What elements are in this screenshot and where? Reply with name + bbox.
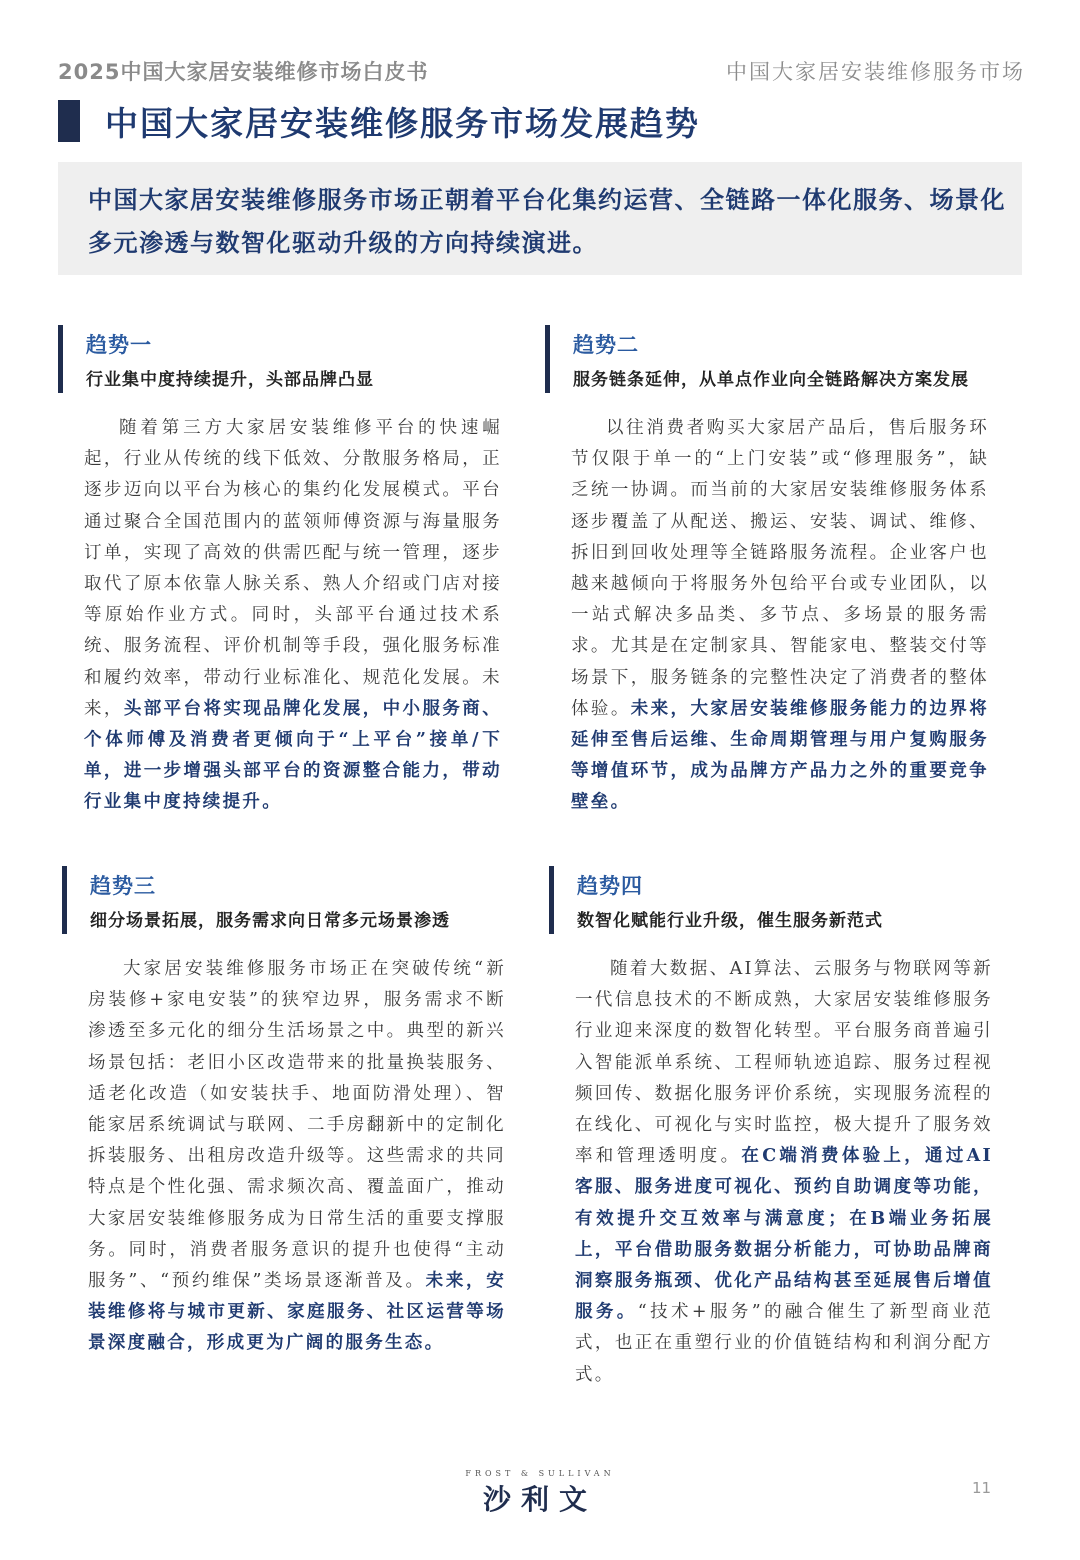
trend-body	[575, 954, 993, 1391]
trend-label: 趋势四	[577, 873, 643, 898]
trend-accent-bar	[549, 866, 554, 934]
trend-subtitle: 数智化赋能行业升级，催生服务新范式	[577, 911, 883, 931]
trend-label: 趋势三	[90, 873, 156, 898]
brand-logo-en: FROST & SULLIVAN	[465, 1469, 615, 1478]
trend-body-text: 以往消费者购买大家居产品后，售后服务环节仅限于单一的“上门安装”或“修理服务”，缺乏统一协调。而当前的大家居安装维修服务体系逐步覆盖了从配送、搬运、安装、调试、维修、拆旧到回收处理等全链路服务流程。企业客户也越来越倾向于将服务外包给平台或专业团队，以一站式解决多品类、多节点、多场景的服务需求。尤其是在定制家具、智能家电、整装交付等场景下，服务链条的完整性决定了消费者的整体体验。	[571, 418, 989, 719]
trend-accent-bar	[62, 866, 67, 934]
page-number: 11	[972, 1479, 992, 1497]
trend-accent-bar	[58, 325, 63, 393]
trend-label: 趋势一	[86, 332, 152, 357]
trend-subtitle: 服务链条延伸，从单点作业向全链路解决方案发展	[573, 370, 969, 390]
trend-body	[84, 413, 502, 819]
report-title: 2025中国大家居安装维修市场白皮书	[58, 60, 429, 84]
trend-body-text: 随着第三方大家居安装维修平台的快速崛起，行业从传统的线下低效、分散服务格局，正逐步迈向以平台为核心的集约化发展模式。平台通过聚合全国范围内的蓝领师傅资源与海量服务订单，实现了高效的供需匹配与统一管理，逐步取代了原本依靠人脉关系、熟人介绍或门店对接等原始作业方式。同时，头部平台通过技术系统、服务流程、评价机制等手段，强化服务标准和履约效率，带动行业标准化、规范化发展。未来，	[84, 418, 502, 719]
trend-highlight: 在C端消费体验上，通过AI客服、服务进度可视化、预约自助调度等功能，有效提升交互效率与满意度；在B端业务拓展上，平台借助服务数据分析能力，可协助品牌商洞察服务瓶颈、优化产品结构甚至延展售后增值服务。	[575, 1146, 993, 1323]
section-title: 中国大家居安装维修服务市场	[726, 60, 1025, 84]
trend-highlight: 未来，安装维修将与城市更新、家庭服务、社区运营等场景深度融合，形成更为广阔的服务生态。	[88, 1271, 506, 1354]
trend-subtitle: 细分场景拓展，服务需求向日常多元场景渗透	[90, 911, 450, 931]
page-title: 中国大家居安装维修服务市场发展趋势	[105, 104, 700, 143]
trend-body	[571, 413, 989, 819]
trend-highlight: 头部平台将实现品牌化发展，中小服务商、个体师傅及消费者更倾向于“上平台”接单/下单，进一步增强头部平台的资源整合能力，带动行业集中度持续提升。	[84, 698, 502, 813]
trend-body-text: 大家居安装维修服务市场正在突破传统“新房装修+家电安装”的狭窄边界，服务需求不断渗透至多元化的细分生活场景之中。典型的新兴场景包括：老旧小区改造带来的批量换装服务、适老化改造（如安装扶手、地面防滑处理）、智能家居系统调试与联网、二手房翻新中的定制化拆装服务、出租房改造升级等。这些需求的共同特点是个性化强、需求频次高、覆盖面广，推动大家居安装维修服务成为日常生活的重要支撑服务。同时，消费者服务意识的提升也使得“主动服务”、“预约维保”类场景逐渐普及。	[88, 959, 506, 1292]
summary-text: 中国大家居安装维修服务市场正朝着平台化集约运营、全链路一体化服务、场景化多元渗透与数智化驱动升级的方向持续演进。	[88, 185, 1006, 257]
trend-body-text: 随着大数据、AI算法、云服务与物联网等新一代信息技术的不断成熟，大家居安装维修服务行业迎来深度的数智化转型。平台服务商普遍引入智能派单系统、工程师轨迹追踪、服务过程视频回传、数据化服务评价系统，实现服务流程的在线化、可视化与实时监控，极大提升了服务效率和管理透明度。	[575, 959, 993, 1167]
trend-body	[88, 954, 506, 1360]
trend-highlight: 未来，大家居安装维修服务能力的边界将延伸至售后运维、生命周期管理与用户复购服务等增值环节，成为品牌方产品力之外的重要竞争壁垒。	[571, 698, 989, 813]
trend-label: 趋势二	[573, 332, 639, 357]
trend-accent-bar	[545, 325, 550, 393]
title-accent-bar	[58, 100, 80, 142]
brand-logo-cn: 沙利文	[482, 1483, 597, 1516]
trend-subtitle: 行业集中度持续提升，头部品牌凸显	[86, 370, 374, 390]
trend-body-tail: “技术+服务”的融合催生了新型商业范式，也正在重塑行业的价值链结构和利润分配方式。	[575, 1302, 993, 1385]
